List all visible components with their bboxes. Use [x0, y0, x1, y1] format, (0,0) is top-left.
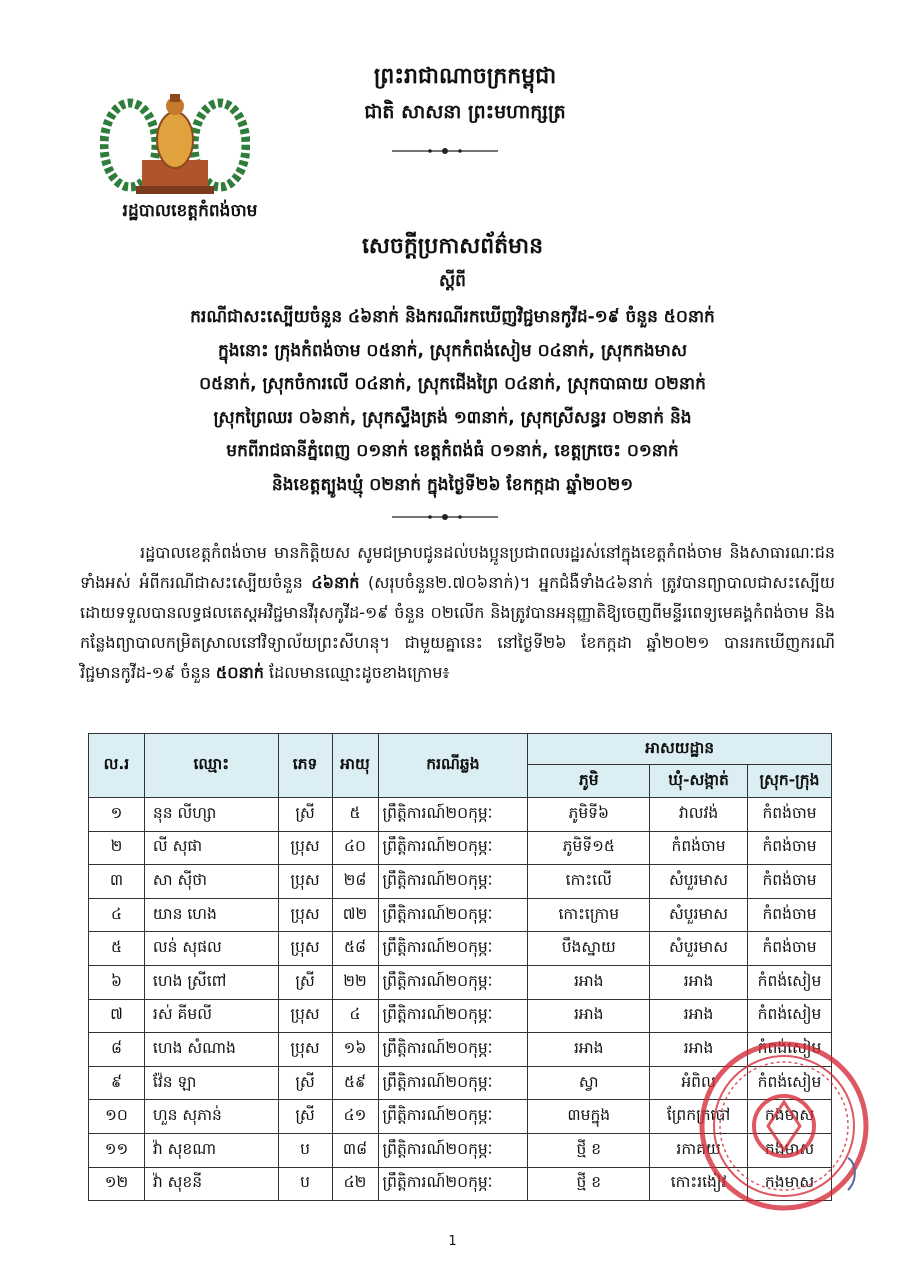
ornament-divider-icon — [390, 512, 500, 522]
infection-source: ព្រឹត្តិការណ៍២០កុម្ភៈ — [378, 1167, 528, 1201]
kingdom-header — [300, 62, 630, 128]
patient-name: វ៉ា សុខនី — [144, 1167, 278, 1201]
address-district: កំពង់សៀម — [748, 1033, 832, 1067]
patient-age: ៥៩ — [332, 1066, 378, 1100]
table-row — [89, 999, 832, 1033]
patient-age: ៥ — [332, 798, 378, 832]
patient-sex: ប្រុស — [278, 831, 332, 865]
patient-name: វ៉ែន ឡា — [144, 1066, 278, 1100]
subject-line: ករណីជាសះស្បើយចំនួន ៤៦នាក់ និងករណីរកឃើញវិជ្ជមានកូវីដ-១៩ ចំនួន ៥០នាក់ — [190, 307, 715, 327]
row-number: ១២ — [89, 1167, 145, 1201]
address-commune: កំពង់ចាម — [650, 831, 748, 865]
body-paragraph — [80, 538, 835, 688]
patient-sex: ប្រុស — [278, 898, 332, 932]
national-motto: ជាតិ សាសនា ព្រះមហាក្សត្រ — [364, 101, 566, 123]
column-header-no: ល.រ — [89, 734, 145, 798]
address-district: កំពង់សៀម — [748, 1066, 832, 1100]
address-district: កងមាស — [748, 1133, 832, 1167]
table-row — [89, 798, 832, 832]
infection-source: ព្រឹត្តិការណ៍២០កុម្ភៈ — [378, 898, 528, 932]
column-header-name: ឈ្មោះ — [144, 734, 278, 798]
address-district: កំពង់ចាម — [748, 898, 832, 932]
address-district: កំពង់ចាម — [748, 798, 832, 832]
patient-age: ៤០ — [332, 831, 378, 865]
patient-sex: ប — [278, 1133, 332, 1167]
row-number: ៨ — [89, 1033, 145, 1067]
infection-source: ព្រឹត្តិការណ៍២០កុម្ភៈ — [378, 1066, 528, 1100]
row-number: ៩ — [89, 1066, 145, 1100]
address-village: ៣មក្នុង — [528, 1100, 650, 1134]
body-text-segment: (សរុបចំនួន២.៧០៦នាក់)។ អ្នកជំងឺទាំង៤៦នាក់ ត្រូវបានព្យាបាលជាសះស្បើយ ដោយទទួលបានលទ្ធផលតេស្តអវិជ្ជមានវីរុសកូវីដ-១៩ ចំនួន ០២លើក និងត្រូវបានអនុញ្ញាតិឱ្យចេញពីមន្ទីរពេទ្យមេគង្គកំពង់ចាម និងកន្លែងព្យាបាលកម្រិតស្រាលនៅវិទ្យាល័យព្រះសីហនុ។ ជាមួយគ្នានេះ នៅថ្ងៃទី២៦ ខែកក្កដា ឆ្នាំ២០២១ បានរកឃើញករណីវិជ្ជមានកូវីដ-១៩ ចំនួន — [80, 573, 836, 682]
patient-sex: ស្រី — [278, 965, 332, 999]
patient-name: ហេង សំណាង — [144, 1033, 278, 1067]
patient-age: ១៦ — [332, 1033, 378, 1067]
address-commune: រកាគយ — [650, 1133, 748, 1167]
address-village: បឹងស្នាយ — [528, 932, 650, 966]
patient-name: យាន ហេង — [144, 898, 278, 932]
table-row — [89, 965, 832, 999]
address-commune: រអាង — [650, 1033, 748, 1067]
address-commune: សំបួរមាស — [650, 898, 748, 932]
ministry-name: រដ្ឋបាលខេត្តកំពង់ចាម — [122, 201, 258, 221]
address-village: កោះលើ — [528, 865, 650, 899]
subject-line: ស្រុកព្រៃឈរ ០៦នាក់, ស្រុកស្ទឹងត្រង់ ១៣នាក់, ស្រុកស្រីសន្ធរ ០២នាក់ និង — [213, 407, 692, 428]
document-title: សេចក្តីប្រកាសព័ត៌មាន — [361, 234, 544, 259]
patient-sex: ប្រុស — [278, 865, 332, 899]
patient-sex: ស្រី — [278, 1100, 332, 1134]
infection-source: ព្រឹត្តិការណ៍២០កុម្ភៈ — [378, 965, 528, 999]
table-row — [89, 865, 832, 899]
ornament-divider-icon — [390, 146, 500, 156]
patient-name: លន់ សុផល — [144, 932, 278, 966]
infection-source: ព្រឹត្តិការណ៍២០កុម្ភៈ — [378, 932, 528, 966]
patient-name: ហួន សុភាន់ — [144, 1100, 278, 1134]
address-district: កំពង់សៀម — [748, 965, 832, 999]
address-village: ថ្មី ខ — [528, 1167, 650, 1201]
subject-line: មកពីរាជធានីភ្នំពេញ ០១នាក់ ខេត្តកំពង់ធំ ០១នាក់, ខេត្តក្រចេះ ០១នាក់ — [226, 441, 679, 461]
address-village: កោះក្រោម — [528, 898, 650, 932]
patient-name: ហេង ស្រីពៅ — [144, 965, 278, 999]
address-commune: សំបួរមាស — [650, 932, 748, 966]
infection-source: ព្រឹត្តិការណ៍២០កុម្ភៈ — [378, 1133, 528, 1167]
patient-sex: ប្រុស — [278, 1033, 332, 1067]
row-number: ១ — [89, 798, 145, 832]
subject-line: និងខេត្តត្បូងឃ្មុំ ០២នាក់ ក្នុងថ្ងៃទី២៦ ខែកក្កដា ឆ្នាំ២០២១ — [271, 474, 634, 495]
announcement-title-block — [60, 232, 845, 502]
infection-source: ព្រឹត្តិការណ៍២០កុម្ភៈ — [378, 831, 528, 865]
column-header-village: ភូមិ — [528, 765, 650, 798]
infection-source: ព្រឹត្តិការណ៍២០កុម្ភៈ — [378, 865, 528, 899]
body-text-segment: ដែលមានឈ្មោះដូចខាងក្រោម៖ — [263, 663, 450, 682]
address-commune: វាលវង់ — [650, 798, 748, 832]
body-text-segment: រដ្ឋបាលខេត្តកំពង់ចាម មានកិត្តិយស សូមជម្រាបជូនដល់បងប្អូនប្រជាពលរដ្ឋរស់នៅក្នុងខេត្តកំពង់ចាម និងសាធារណៈជនទាំងអស់ អំពីករណីជាសះស្បើយចំនួន — [80, 543, 835, 592]
address-district: កងមាស — [748, 1167, 832, 1201]
address-village: រអាង — [528, 999, 650, 1033]
row-number: ៥ — [89, 932, 145, 966]
kingdom-name: ព្រះរាជាណាចក្រកម្ពុជា — [373, 64, 557, 89]
patient-sex: ប្រុស — [278, 932, 332, 966]
column-header-case: ករណីឆ្លង — [378, 734, 528, 798]
patient-name: នុន លីហ្សា — [144, 798, 278, 832]
infection-source: ព្រឹត្តិការណ៍២០កុម្ភៈ — [378, 798, 528, 832]
patient-name: វ៉ា សុខណា — [144, 1133, 278, 1167]
address-commune: រអាង — [650, 965, 748, 999]
patient-age: ៤ — [332, 999, 378, 1033]
row-number: ៣ — [89, 865, 145, 899]
patient-age: ២៨ — [332, 865, 378, 899]
column-header-commune: ឃុំ-សង្កាត់ — [650, 765, 748, 798]
patient-age: ៣៨ — [332, 1133, 378, 1167]
ministry-emblem-icon — [100, 90, 250, 200]
row-number: ៧ — [89, 999, 145, 1033]
patient-age: ៤១ — [332, 1100, 378, 1134]
table-row — [89, 898, 832, 932]
subject-line: ០៥នាក់, ស្រុកចំការលើ ០៤នាក់, ស្រុកជើងព្រៃ ០៤នាក់, ស្រុកបាធាយ ០២នាក់ — [199, 374, 706, 394]
address-village: ភូមិទី៦ — [528, 798, 650, 832]
patient-name: លី សុផា — [144, 831, 278, 865]
patient-name: រស់ គីមលី — [144, 999, 278, 1033]
column-header-sex: ភេទ — [278, 734, 332, 798]
address-district: កំពង់ចាម — [748, 831, 832, 865]
address-village: រអាង — [528, 965, 650, 999]
infection-source: ព្រឹត្តិការណ៍២០កុម្ភៈ — [378, 1100, 528, 1134]
row-number: ៦ — [89, 965, 145, 999]
address-commune: អំពិល — [650, 1066, 748, 1100]
patient-sex: ប — [278, 1167, 332, 1201]
address-village: ថ្មី ខ — [528, 1133, 650, 1167]
address-village: រអាង — [528, 1033, 650, 1067]
patient-name: សា ស៊ីថា — [144, 865, 278, 899]
row-number: ១១ — [89, 1133, 145, 1167]
table-row — [89, 831, 832, 865]
recovered-count: ៤៦នាក់ — [311, 573, 360, 592]
infection-source: ព្រឹត្តិការណ៍២០កុម្ភៈ — [378, 1033, 528, 1067]
new-case-count: ៥០នាក់ — [215, 663, 264, 682]
patient-age: ៧២ — [332, 898, 378, 932]
row-number: ៤ — [89, 898, 145, 932]
page-number: 1 — [448, 1234, 457, 1249]
patient-sex: ស្រី — [278, 1066, 332, 1100]
address-commune: កោះរងៀវ — [650, 1167, 748, 1201]
address-commune: សំបួរមាស — [650, 865, 748, 899]
column-header-age: អាយុ — [332, 734, 378, 798]
column-header-district: ស្រុក-ក្រុង — [748, 765, 832, 798]
address-village: ស្វា — [528, 1066, 650, 1100]
announcement-body — [80, 538, 835, 688]
address-village: ភូមិទី១៥ — [528, 831, 650, 865]
patient-age: ៥៨ — [332, 932, 378, 966]
address-commune: ព្រែកក្របៅ — [650, 1100, 748, 1134]
column-header-address: អាសយដ្ឋាន — [528, 734, 832, 765]
official-seal-stamp — [698, 1040, 870, 1212]
address-commune: រអាង — [650, 999, 748, 1033]
patient-age: ២២ — [332, 965, 378, 999]
patient-sex: ស្រី — [278, 798, 332, 832]
address-district: កំពង់សៀម — [748, 999, 832, 1033]
address-district: កងមាស — [748, 1100, 832, 1134]
document-about-label: ស្តីពី — [439, 271, 466, 291]
address-district: កំពង់ចាម — [748, 932, 832, 966]
subject-line: ក្នុងនោះ ក្រុងកំពង់ចាម ០៥នាក់, ស្រុកកំពង់សៀម ០៤នាក់, ស្រុកកងមាស — [217, 340, 688, 361]
patient-sex: ប្រុស — [278, 999, 332, 1033]
address-district: កំពង់ចាម — [748, 865, 832, 899]
row-number: ២ — [89, 831, 145, 865]
table-row — [89, 932, 832, 966]
infection-source: ព្រឹត្តិការណ៍២០កុម្ភៈ — [378, 999, 528, 1033]
patient-age: ៤២ — [332, 1167, 378, 1201]
row-number: ១០ — [89, 1100, 145, 1134]
